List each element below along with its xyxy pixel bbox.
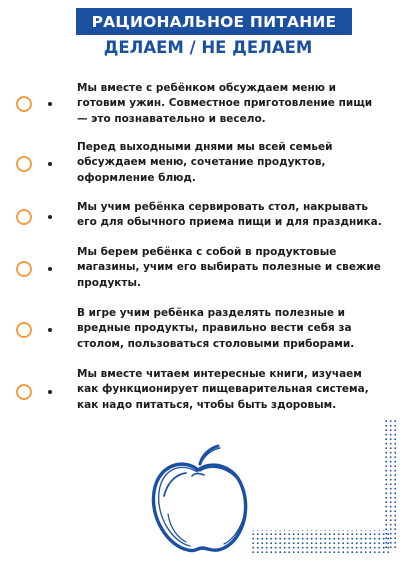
text-line: продукты.	[77, 276, 142, 289]
checkbox-circle-icon[interactable]	[16, 261, 32, 277]
checklist-item	[0, 306, 416, 366]
text-line: Перед выходными днями мы всей семьей	[77, 141, 333, 153]
bullet-icon	[48, 162, 52, 166]
checklist-item	[0, 140, 416, 200]
text-line: столом, пользоваться столовыми приборами.	[77, 337, 355, 350]
checkbox-circle-icon[interactable]	[16, 156, 32, 172]
checklist-item-text	[77, 81, 399, 127]
apple-sketch-icon	[140, 440, 260, 560]
checkbox-circle-icon[interactable]	[16, 209, 32, 225]
checklist-item	[0, 245, 416, 305]
text-line: Мы вместе читаем интересные книги, изучаем	[77, 368, 362, 380]
bullet-icon	[48, 102, 52, 106]
text-line: Мы учим ребёнка сервировать стол, накрывать	[77, 201, 368, 213]
text-line: как надо питаться, чтобы быть здоровым.	[77, 398, 337, 411]
text-line: оформление блюд.	[77, 171, 196, 184]
text-line: магазины, учим его выбирать полезные и свежие	[77, 261, 381, 274]
checkbox-circle-icon[interactable]	[16, 322, 32, 338]
text-line: вредные продукты, правильно вести себя за	[77, 322, 352, 335]
checkbox-circle-icon[interactable]	[16, 384, 32, 400]
text-line: — это познавательно и весело.	[77, 112, 266, 125]
text-line: как функционирует пищеварительная система,	[77, 383, 369, 396]
bullet-icon	[48, 390, 52, 394]
checkbox-circle-icon[interactable]	[16, 96, 32, 112]
text-line: обсуждаем меню, сочетание продуктов,	[77, 156, 326, 169]
checklist-item-text	[77, 306, 399, 352]
text-line: Мы берем ребёнка с собой в продуктовые	[77, 246, 337, 258]
checklist-item-text	[77, 200, 399, 231]
checklist-item-text	[77, 140, 399, 186]
page-title: РАЦИОНАЛЬНОЕ ПИТАНИЕ	[91, 12, 337, 31]
checklist-item	[0, 367, 416, 427]
checklist-item-text	[77, 367, 399, 413]
text-line: Мы вместе с ребёнком обсуждаем меню и	[77, 82, 337, 94]
dot-pattern-horizontal	[252, 524, 402, 560]
checklist-item	[0, 80, 416, 140]
text-line: его для обычного приема пищи и для праздника.	[77, 216, 382, 229]
checklist-item-text	[77, 245, 399, 291]
bullet-icon	[48, 328, 52, 332]
text-line: готовим ужин. Совместное приготовление пищи	[77, 97, 373, 110]
bullet-icon	[48, 215, 52, 219]
page-subtitle: ДЕЛАЕМ / НЕ ДЕЛАЕМ	[103, 38, 313, 57]
text-line: В игре учим ребёнка разделять полезные и	[77, 307, 346, 319]
bullet-icon	[48, 267, 52, 271]
title-banner	[76, 8, 352, 35]
